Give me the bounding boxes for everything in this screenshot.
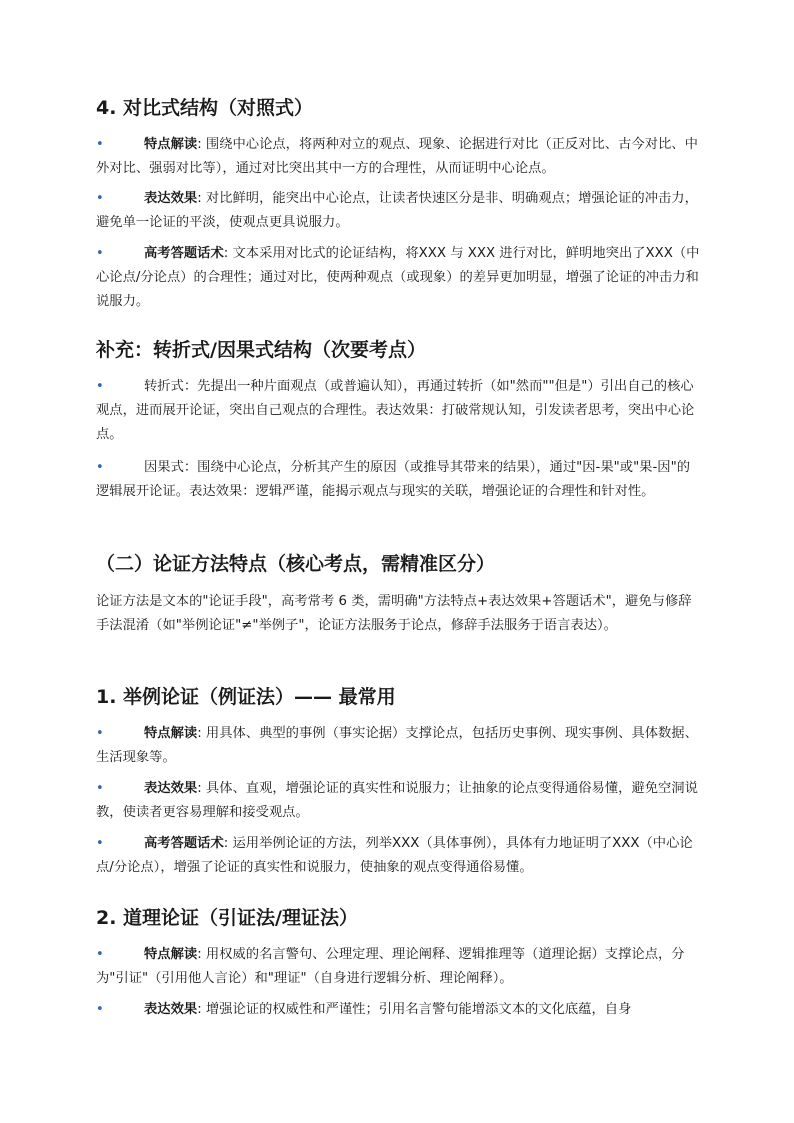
item-text: : 用具体、典型的事例（事实论据）支撑论点，包括历史事例、现实事例、具体数据、生活现象等。 bbox=[96, 726, 698, 765]
bullet-icon: • bbox=[96, 726, 104, 741]
section-heading-example-argument: 1. 举例论证（例证法）—— 最常用 bbox=[96, 686, 396, 708]
list-item bbox=[96, 133, 700, 181]
bullet-icon: • bbox=[96, 1002, 104, 1017]
item-text: : 围绕中心论点，将两种对立的观点、现象、论据进行对比（正反对比、古今对比、中外对比、强弱对比等），通过对比突出其中一方的合理性，从而证明中心论点。 bbox=[96, 137, 698, 176]
bullet-icon: • bbox=[96, 191, 104, 206]
list-item bbox=[96, 456, 700, 504]
item-text: 转折式：先提出一种片面观点（或普遍认知），再通过转折（如"然而""但是"）引出自己的核心观点，进而展开论证，突出自己观点的合理性。表达效果：打破常规认知，引发读者思考，突出中心论点。 bbox=[96, 379, 695, 442]
bullet-icon: • bbox=[96, 379, 104, 394]
list-item bbox=[96, 777, 700, 825]
item-text: 因果式：围绕中心论点，分析其产生的原因（或推导其带来的结果），通过"因-果"或"果-因"的逻辑展开论证。表达效果：逻辑严谨，能揭示观点与现实的关联，增强论证的合理性和针对性。 bbox=[96, 460, 690, 499]
list-item bbox=[96, 242, 700, 314]
list-item bbox=[96, 722, 700, 770]
list-item bbox=[96, 187, 700, 235]
bullet-icon: • bbox=[96, 246, 104, 261]
intro-paragraph: 论证方法是文本的"论证手段"，高考常考 6 类，需明确"方法特点+表达效果+答题话术"，避免与修辞手法混淆（如"举例论证"≠"举例子"，论证方法服务于论点，修辞手法服务于语言表达）。 bbox=[96, 594, 692, 633]
item-label: 表达效果 bbox=[144, 781, 198, 796]
list-item bbox=[96, 832, 700, 880]
item-label: 特点解读 bbox=[144, 947, 198, 962]
bullet-icon: • bbox=[96, 781, 104, 796]
list-item bbox=[96, 943, 700, 991]
item-label: 高考答题话术 bbox=[144, 246, 224, 261]
item-text: : 用权威的名言警句、公理定理、理论阐释、逻辑推理等（道理论据）支撑论点，分为"引证"（引用他人言论）和"理证"（自身进行逻辑分析、理论阐释）。 bbox=[96, 947, 685, 986]
list-item bbox=[96, 375, 700, 447]
bullet-icon: • bbox=[96, 137, 104, 152]
item-label: 特点解读 bbox=[144, 726, 198, 741]
item-text: : 增强论证的权威性和严谨性；引用名言警句能增添文本的文化底蕴，自身 bbox=[197, 1002, 632, 1017]
section-heading-supplement: 补充：转折式/因果式结构（次要考点） bbox=[96, 339, 426, 361]
item-label: 表达效果 bbox=[144, 1002, 198, 1017]
item-text: : 具体、直观，增强论证的真实性和说服力；让抽象的论点变得通俗易懂，避免空洞说教，使读者更容易理解和接受观点。 bbox=[96, 781, 698, 820]
list-item bbox=[96, 998, 700, 1022]
item-text: : 文本采用对比式的论证结构，将XXX 与 XXX 进行对比，鲜明地突出了XXX（中心论点/分论点）的合理性；通过对比，使两种观点（或现象）的差异更加明显，增强了论证的冲击力和说服力。 bbox=[96, 246, 700, 309]
section-heading-reasoning-argument: 2. 道理论证（引证法/理证法） bbox=[96, 907, 358, 929]
bullet-icon: • bbox=[96, 836, 104, 851]
item-text: : 对比鲜明，能突出中心论点，让读者快速区分是非、明确观点；增强论证的冲击力，避免单一论证的平淡，使观点更具说服力。 bbox=[96, 191, 698, 230]
item-label: 表达效果 bbox=[144, 191, 198, 206]
section-heading-argument-methods: （二）论证方法特点（核心考点，需精准区分） bbox=[96, 553, 496, 575]
item-label: 高考答题话术 bbox=[144, 836, 224, 851]
item-label: 特点解读 bbox=[144, 137, 198, 152]
item-text: : 运用举例论证的方法，列举XXX（具体事例），具体有力地证明了XXX（中心论点/分论点），增强了论证的真实性和说服力，使抽象的观点变得通俗易懂。 bbox=[96, 836, 693, 875]
section-heading-contrast-structure: 4. 对比式结构（对照式） bbox=[96, 97, 314, 119]
bullet-icon: • bbox=[96, 460, 104, 475]
bullet-icon: • bbox=[96, 947, 104, 962]
